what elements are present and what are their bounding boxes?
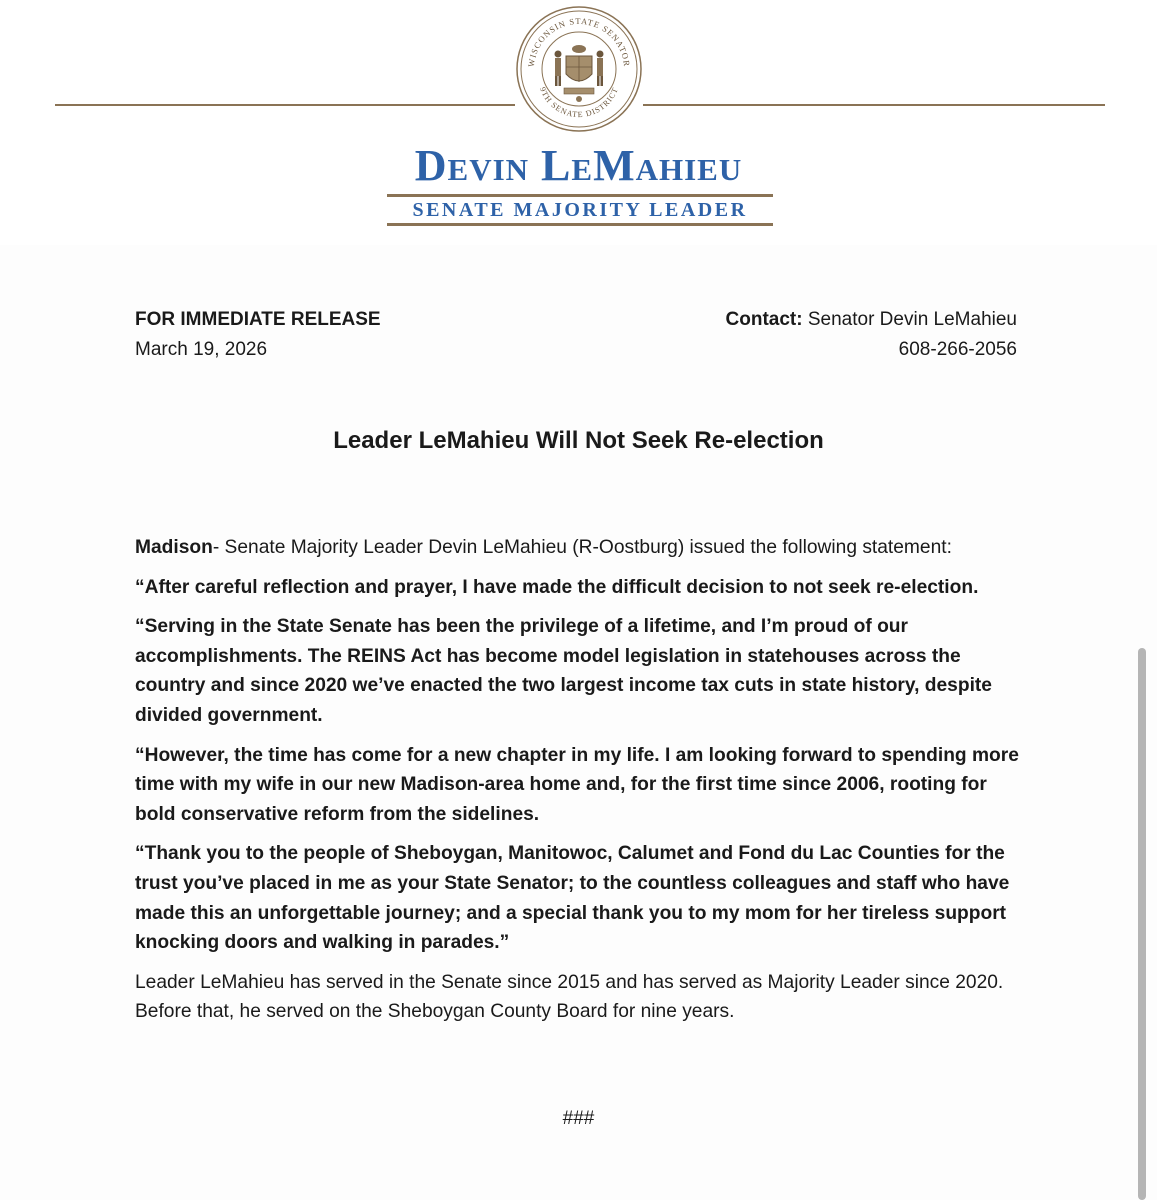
- quote-paragraph-3: “However, the time has come for a new chapter in my life. I am looking forward to spending more time with my wife in our new Madison-area home and, for the first time since 2006, rooting for bold conservative reform from the sidelines.: [135, 744, 1019, 825]
- vertical-scrollbar[interactable]: [1138, 648, 1146, 1200]
- intro-paragraph: [135, 533, 1020, 563]
- quote-paragraph-2: “Serving in the State Senate has been the privilege of a lifetime, and I’m proud of our accomplishments. The REINS Act has become model legislation in statehouses across the country and since 2020 we’ve enacted the two largest income tax cuts in state history, despite divided government.: [135, 616, 992, 726]
- release-date: March 19, 2026: [135, 339, 268, 360]
- letterhead: [0, 0, 1157, 245]
- letterhead-rule-right: [643, 104, 1105, 106]
- quote-paragraph-4: “Thank you to the people of Sheboygan, Manitowoc, Calumet and Fond du Lac Counties for the trust you’ve placed in me as your State Senator; to the countless colleagues and staff who have made this an unforgettable journey; and a special thank you to my mom for her tireless support knocking doors and walking in parades.”: [135, 843, 1010, 954]
- contact-name: Senator Devin LeMahieu: [807, 309, 1017, 330]
- end-mark: ###: [562, 1108, 595, 1129]
- contact-info: [726, 305, 1017, 365]
- release-info: [135, 305, 381, 365]
- press-release-body: [135, 533, 1020, 1037]
- title-banner: [387, 194, 773, 226]
- release-label: FOR IMMEDIATE RELEASE: [135, 309, 381, 330]
- intro-text: - Senate Majority Leader Devin LeMahieu (R-Oostburg) issued the following statement:: [212, 537, 952, 558]
- contact-label: Contact:: [725, 309, 803, 330]
- letterhead-rule-left: [55, 104, 515, 106]
- seal-text-top: WISCONSIN STATE SENATOR: [525, 15, 633, 68]
- quote-paragraph-1: “After careful reflection and prayer, I have made the difficult decision to not seek re-election.: [135, 576, 979, 598]
- press-release-headline: Leader LeMahieu Will Not Seek Re-election: [333, 427, 824, 454]
- dateline: Madison: [135, 537, 213, 558]
- seal-text-bottom: 9TH SENATE DISTRICT: [537, 85, 621, 120]
- closing-paragraph: Leader LeMahieu has served in the Senate since 2015 and has served as Majority Leader since 2020. Before that, he served on the Sheboygan County Board for nine years.: [135, 971, 1004, 1023]
- senator-title: SENATE MAJORITY LEADER: [412, 199, 748, 221]
- senator-name: Devin LeMahieu: [414, 141, 743, 190]
- contact-phone: 608-266-2056: [898, 339, 1017, 360]
- state-senator-seal-icon: [514, 4, 644, 134]
